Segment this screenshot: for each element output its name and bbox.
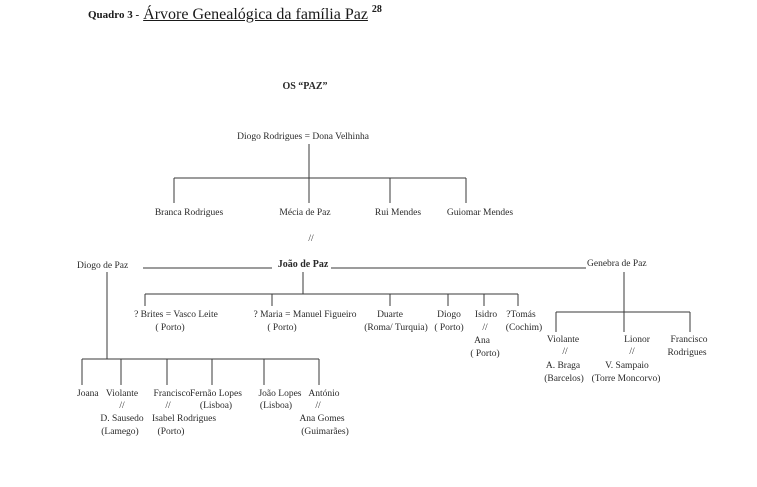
caption-title: Árvore Genealógica da família Paz	[143, 6, 368, 23]
tree-heading: OS “PAZ”	[282, 81, 328, 92]
child-diogo: Diogo	[437, 310, 461, 320]
marriage-mark-mecia: //	[308, 234, 314, 244]
child-francisco-g: Francisco	[670, 335, 708, 345]
child-tomas-place: (Cochim)	[505, 323, 543, 333]
child-violante-d-place: (Lamego)	[101, 427, 139, 437]
child-francisco-d: Francisco	[153, 389, 191, 399]
child-diogo-place: ( Porto)	[434, 323, 464, 333]
root-couple: Diogo Rodrigues = Dona Velhinha	[237, 132, 369, 142]
gen1-guiomar: Guiomar Mendes	[446, 208, 514, 218]
child-isidro: Isidro	[474, 310, 498, 320]
child-francisco-g-surname: Rodrigues	[667, 348, 707, 358]
child-isidro-mark: //	[482, 323, 488, 333]
person-diogo-de-paz: Diogo de Paz	[77, 261, 129, 271]
child-isidro-place: ( Porto)	[470, 349, 500, 359]
child-violante-g: Violante	[546, 335, 580, 345]
child-violante-d-spouse: D. Sausedo	[100, 414, 144, 424]
caption-label: Quadro 3 -	[88, 9, 140, 21]
child-lionor: Lionor	[624, 335, 650, 345]
child-lionor-mark: //	[629, 347, 635, 357]
child-violante-d-mark: //	[119, 401, 125, 411]
child-antonio-spouse: Ana Gomes	[299, 414, 345, 424]
child-joana: Joana	[77, 389, 99, 399]
child-antonio-place: (Guimarães)	[301, 427, 349, 437]
person-genebra-de-paz: Genebra de Paz	[587, 259, 647, 269]
child-violante-g-mark: //	[562, 347, 568, 357]
child-violante-d: Violante	[105, 389, 139, 399]
child-antonio-mark: //	[315, 401, 321, 411]
child-joao-lopes-place: (Lisboa)	[259, 401, 293, 411]
child-francisco-d-mark: //	[165, 401, 171, 411]
child-lionor-place: (Torre Moncorvo)	[591, 374, 661, 384]
caption-footnote-ref: 28	[371, 4, 382, 15]
child-duarte-place: (Roma/ Turquia)	[364, 323, 428, 333]
child-brites-place: ( Porto)	[155, 323, 185, 333]
child-maria-place: ( Porto)	[267, 323, 297, 333]
child-maria: ? Maria = Manuel Figueiro	[253, 310, 357, 320]
gen1-mecia: Mécia de Paz	[279, 208, 331, 218]
child-duarte: Duarte	[377, 310, 403, 320]
child-brites: ? Brites = Vasco Leite	[134, 310, 218, 320]
child-fernao-lopes-place: (Lisboa)	[199, 401, 233, 411]
child-joao-lopes: João Lopes	[258, 389, 302, 399]
child-antonio: António	[308, 389, 340, 399]
child-fernao-lopes: Fernão Lopes	[190, 389, 242, 399]
child-lionor-spouse: V. Sampaio	[605, 361, 649, 371]
child-isidro-spouse: Ana	[474, 336, 490, 346]
child-francisco-d-spouse: Isabel Rodrigues	[151, 414, 217, 424]
gen1-branca: Branca Rodrigues	[154, 208, 224, 218]
child-tomas: ?Tomás	[506, 310, 536, 320]
child-violante-g-place: (Barcelos)	[544, 374, 584, 384]
person-joao-de-paz: João de Paz	[277, 259, 329, 270]
child-violante-g-spouse: A. Braga	[545, 361, 581, 371]
child-francisco-d-place: (Porto)	[157, 427, 185, 437]
gen1-rui: Rui Mendes	[374, 208, 422, 218]
